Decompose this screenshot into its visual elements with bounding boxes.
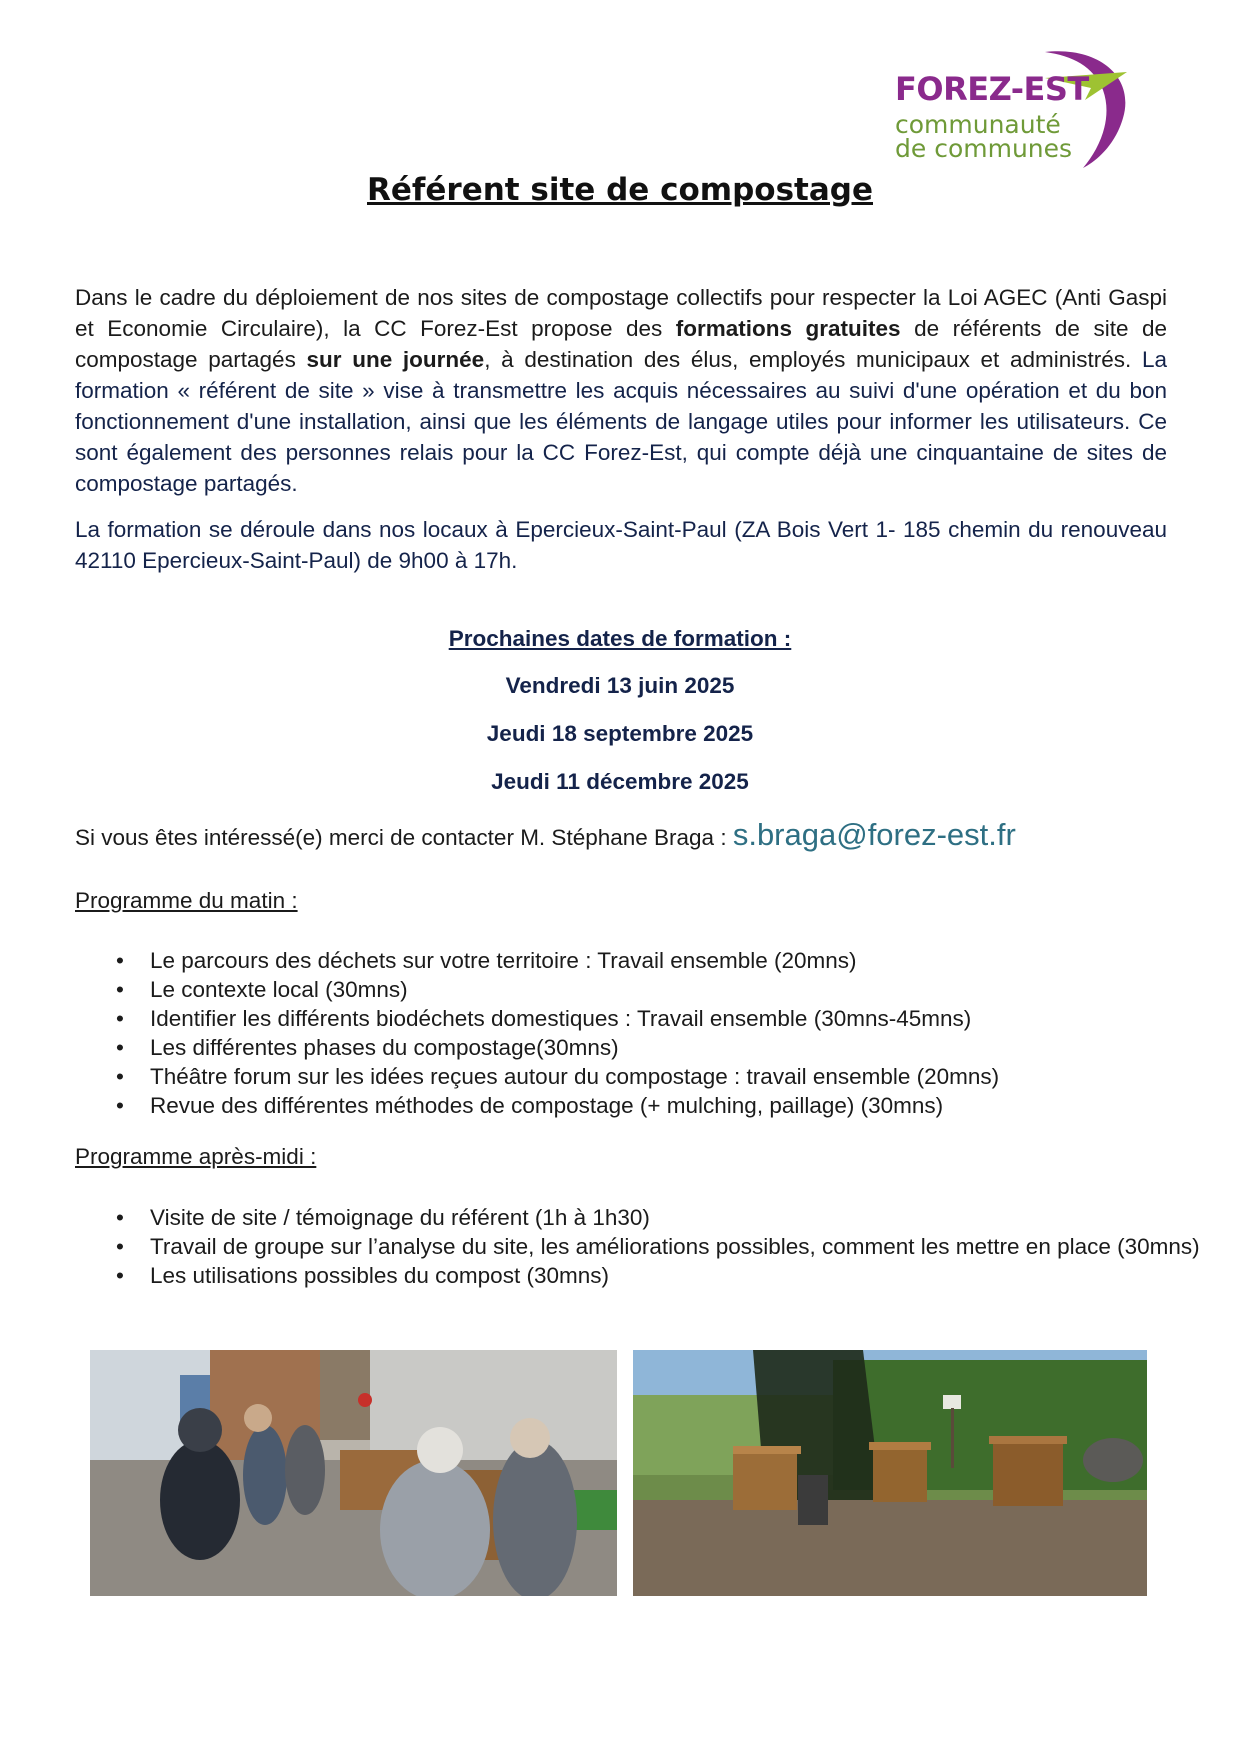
list-item: • Identifier les différents biodéchets domestiques : Travail ensemble (30mns-45mns) <box>150 1004 1240 1033</box>
list-item: • Le contexte local (30mns) <box>150 975 1240 1004</box>
page-title: Référent site de compostage <box>367 172 873 208</box>
intro-bold-free: formations gratuites <box>675 316 901 341</box>
afternoon-program-heading: Programme après-midi : <box>75 1144 317 1169</box>
list-item: • Les différentes phases du compostage(30mns) <box>150 1033 1240 1062</box>
list-item: • Théâtre forum sur les idées reçues autour du compostage : travail ensemble (20mns) <box>150 1062 1240 1091</box>
logo-subtitle-2: de communes <box>895 134 1073 163</box>
intro-text-e: , à destination des élus, employés municipaux et administrés. <box>484 347 1142 372</box>
forez-est-logo <box>895 48 1145 170</box>
list-item: • Travail de groupe sur l’analyse du site, les améliorations possibles, comment les mettre en place (30mns) <box>150 1232 1240 1261</box>
list-item: • Le parcours des déchets sur votre territoire : Travail ensemble (20mns) <box>150 946 1240 975</box>
date-item: Vendredi 13 juin 2025 <box>505 673 735 698</box>
contact-email-link[interactable]: s.braga@forez-est.fr <box>732 817 1016 852</box>
photo-training-group <box>90 1350 617 1596</box>
contact-text: Si vous êtes intéressé(e) merci de contacter M. Stéphane Braga : <box>75 825 733 850</box>
list-item: • Revue des différentes méthodes de compostage (+ mulching, paillage) (30mns) <box>150 1091 1240 1120</box>
list-item: • Visite de site / témoignage du référent (1h à 1h30) <box>150 1203 1240 1232</box>
morning-program-heading: Programme du matin : <box>75 888 298 913</box>
location-paragraph: La formation se déroule dans nos locaux à Epercieux-Saint-Paul (ZA Bois Vert 1- 185 chemin du renouveau 42110 Epercieux-Saint-Paul) de 9h00 à 17h. <box>75 517 1167 573</box>
dates-heading: Prochaines dates de formation : <box>448 626 792 651</box>
afternoon-program-list <box>75 1203 1240 1290</box>
intro-text-c: de référents de site de compostage partagés <box>75 316 1167 372</box>
intro-text-f: La formation « référent de site » vise à transmettre les acquis nécessaires au suivi d'une opération et du bon fonctionnement d'une installation, ainsi que les éléments de langage utiles pour informer les utilisateurs. Ce sont également des personnes relais pour la CC Forez-Est, qui compte déjà une cinquantaine de sites de compostage partagés. <box>75 347 1167 496</box>
date-item: Jeudi 18 septembre 2025 <box>486 721 754 746</box>
photo-compost-bins <box>633 1350 1147 1596</box>
morning-program-list <box>75 946 1240 1120</box>
list-item: • Les utilisations possibles du compost (30mns) <box>150 1261 1240 1290</box>
logo-subtitle-1: communauté <box>895 110 1061 139</box>
contact-line <box>75 817 1016 853</box>
date-item: Jeudi 11 décembre 2025 <box>491 769 749 794</box>
intro-bold-day: sur une journée <box>306 347 485 372</box>
intro-paragraph <box>75 282 1167 499</box>
intro-text-a: Dans le cadre du déploiement de nos sites de compostage collectifs pour respecter la Loi AGEC (Anti Gaspi et Economie Circulaire), la CC Forez-Est propose des <box>75 285 1167 341</box>
logo-name: FOREZ-EST <box>895 70 1089 108</box>
